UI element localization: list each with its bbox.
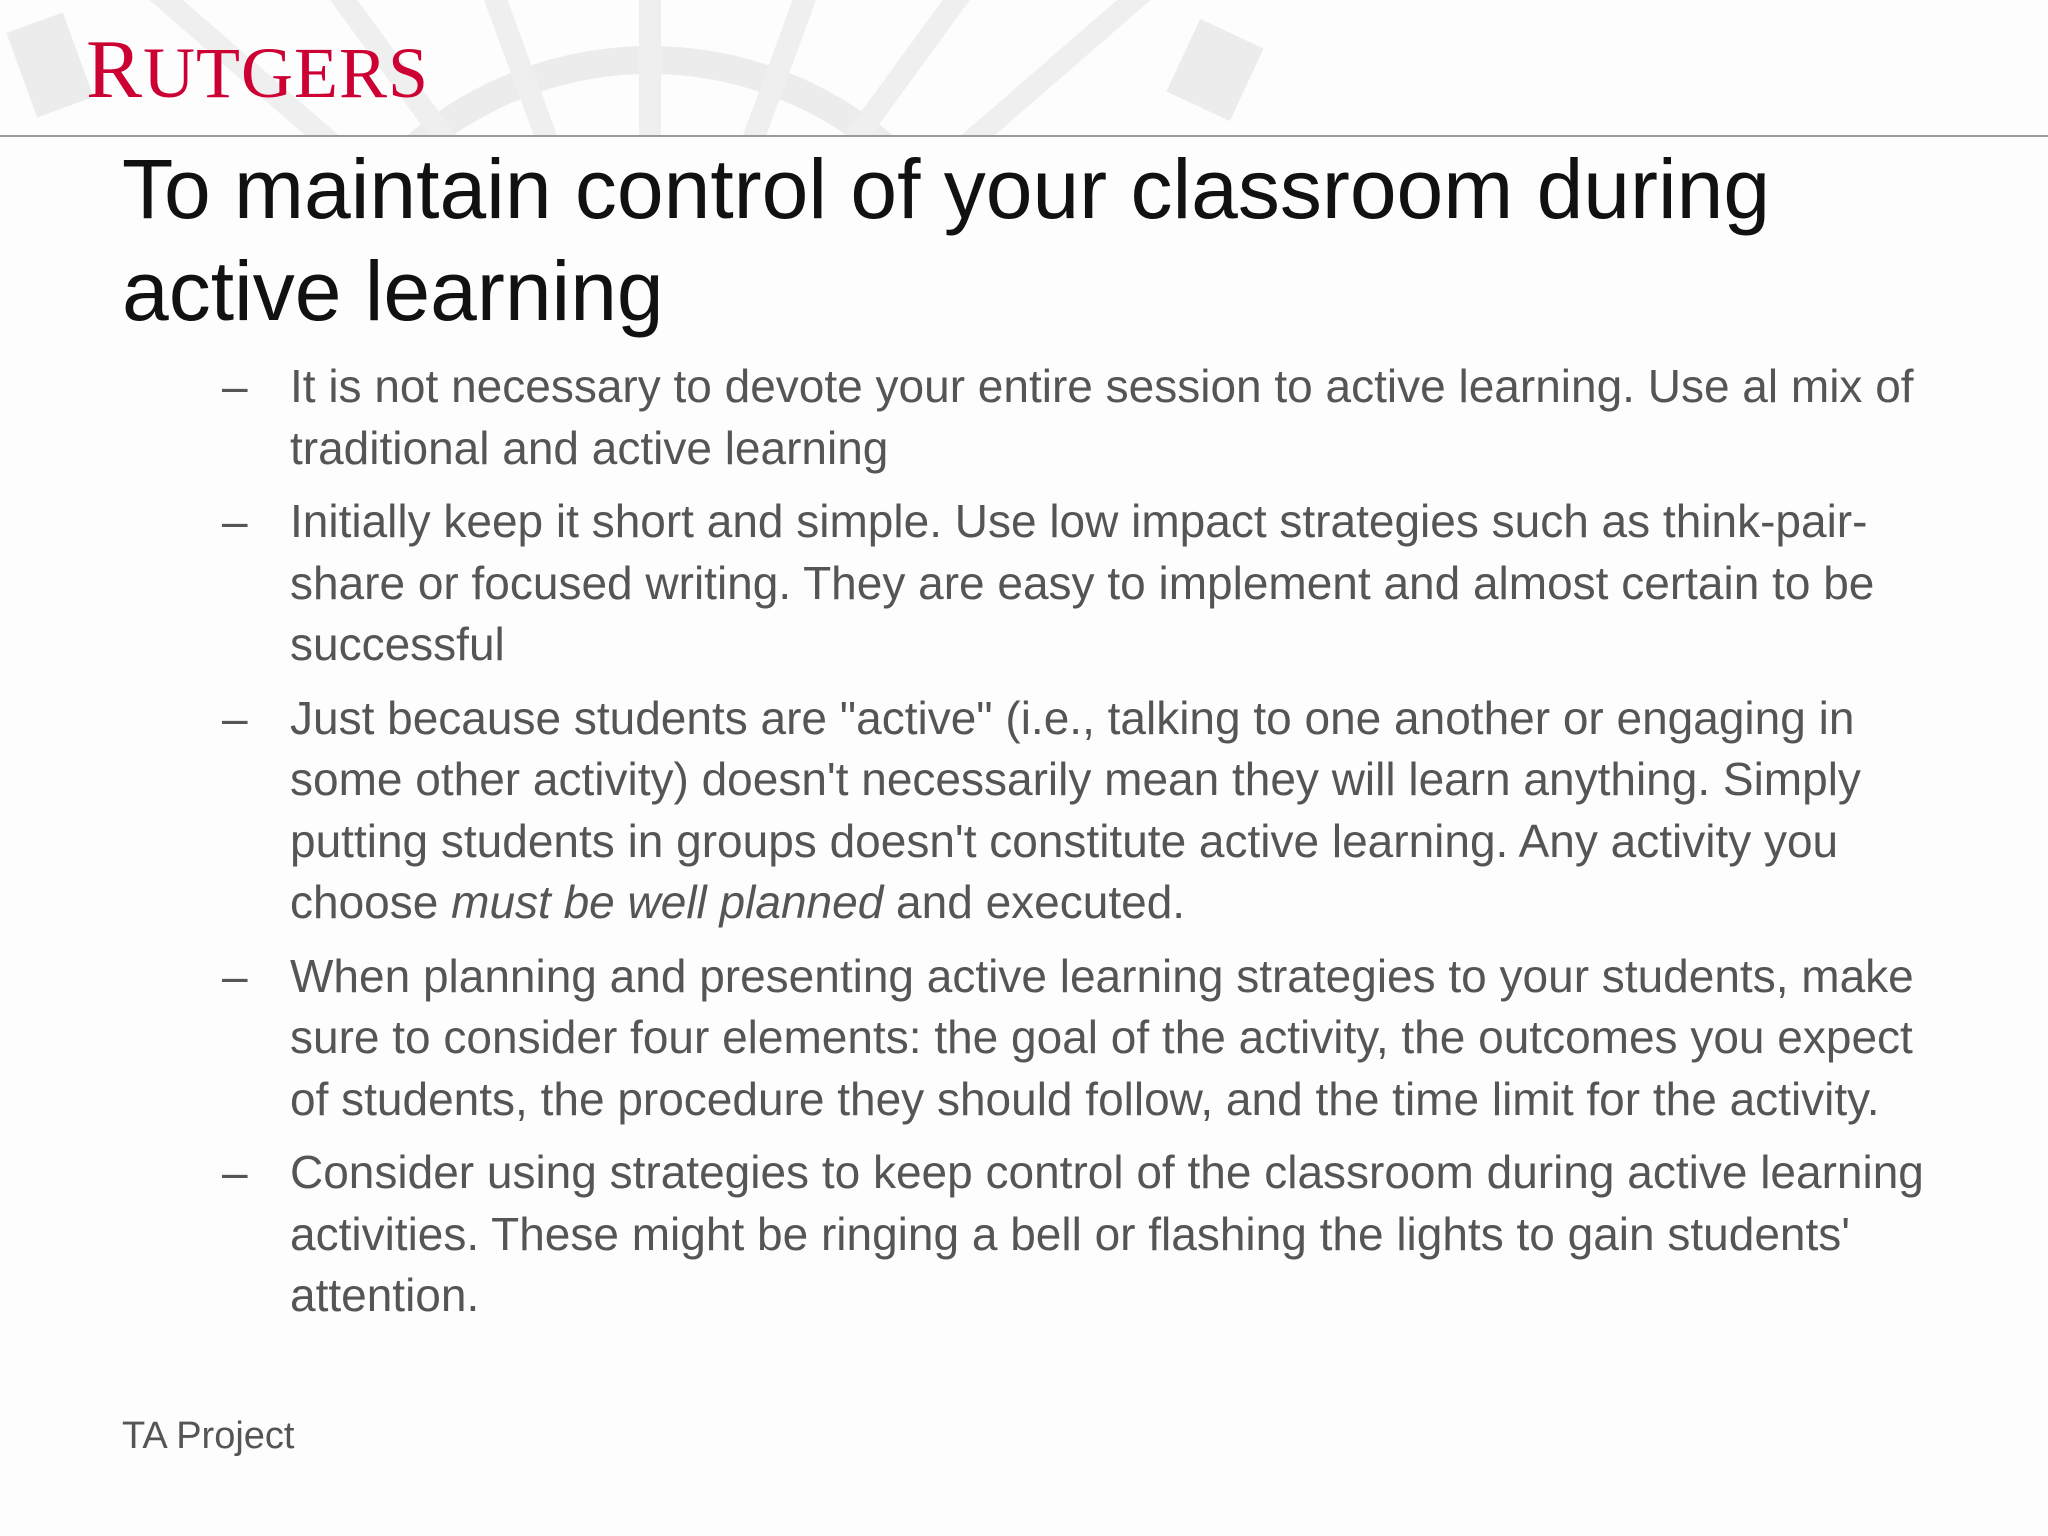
logo-initial: R: [86, 23, 144, 116]
dash-marker: –: [222, 360, 248, 412]
bullet-text: It is not necessary to devote your entire session to active learning. Use al mix of traditional and active learning: [290, 360, 1914, 474]
dash-marker: –: [222, 691, 248, 744]
bullet-text: When planning and presenting active learning strategies to your students, make sure to consider four elements: the goal of the activity, the outcomes you expect of students, the procedure they should follow, and the time limit for the activity.: [290, 949, 1914, 1125]
dash-marker: –: [222, 949, 248, 1002]
bullet-item: [222, 356, 1942, 479]
rutgers-logo: [86, 23, 430, 116]
bullet-text: Consider using strategies to keep control of the classroom during active learning activities. These might be ringing a bell or flashing the lights to gain students' attention.: [290, 1146, 1924, 1321]
dash-marker: –: [222, 495, 248, 547]
slide-title: To maintain control of your classroom during active learning: [122, 142, 1771, 338]
bullet-text: Initially keep it short and simple. Use low impact strategies such as think-pair-share or focused writing. They are easy to implement and almost certain to be successful: [290, 495, 1875, 670]
logo-rest: UTGERS: [143, 33, 430, 113]
bullet-emphasis: must be well planned: [451, 876, 884, 928]
bullet-text-after: and executed.: [883, 876, 1186, 928]
bullet-item: [222, 688, 1942, 934]
bullet-text-before: Just because students are "active" (i.e., talking to one another or engaging in some other activity) doesn't necessarily mean they will learn anything. Simply putting students in groups doesn't constitute active learning. Any activity you choose: [290, 691, 1861, 928]
bullet-item: [222, 1142, 1942, 1327]
bullet-item: [222, 491, 1942, 676]
footer-label: TA Project: [122, 1415, 295, 1457]
header-divider: [0, 135, 2048, 137]
bullet-item: [222, 946, 1942, 1131]
bullet-list: [222, 356, 1942, 1339]
dash-marker: –: [222, 1146, 248, 1198]
